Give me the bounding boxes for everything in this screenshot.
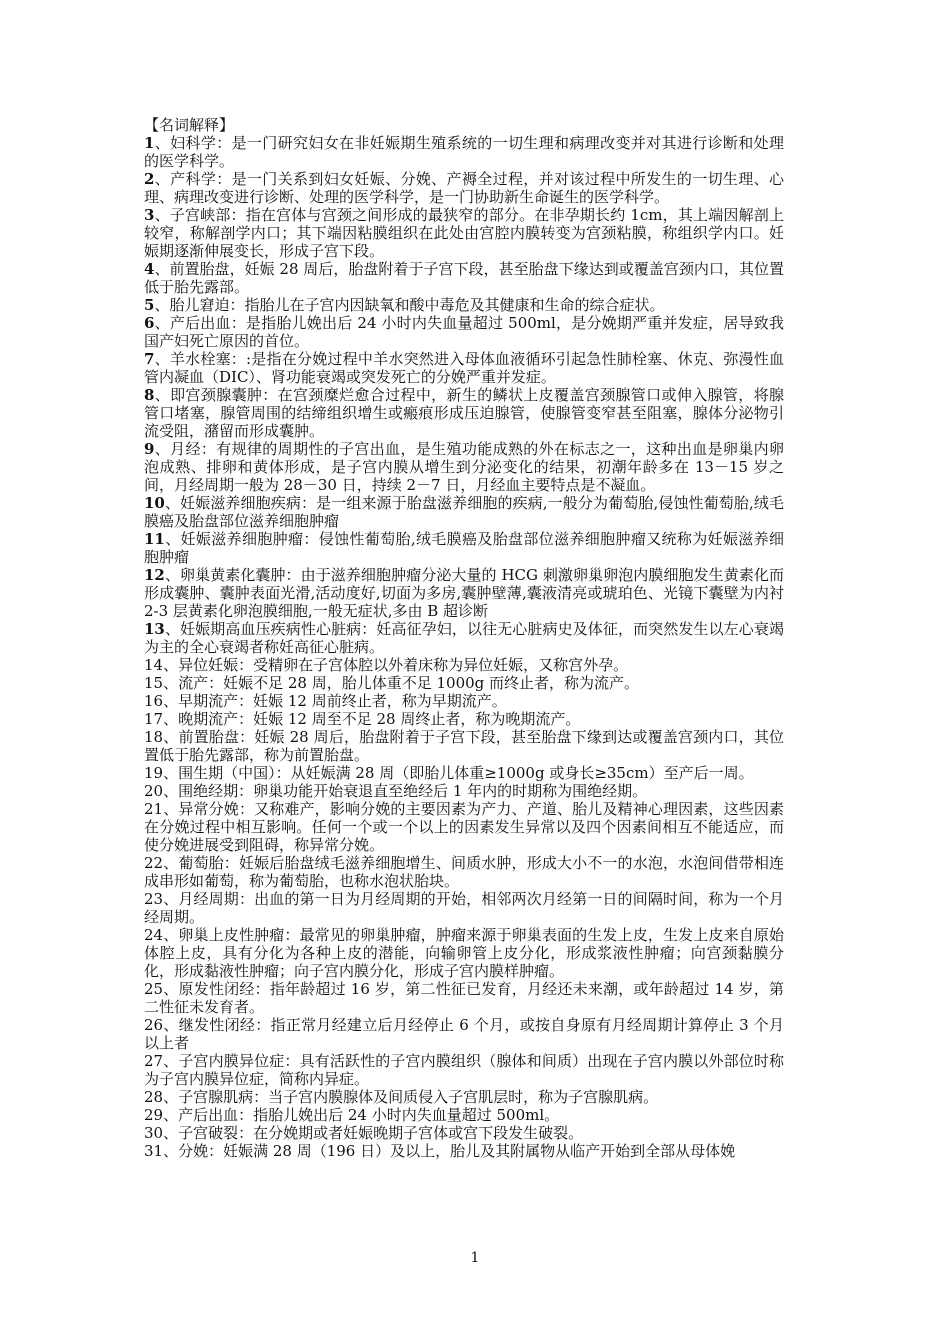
definition-text: 、妇科学：是一门研究妇女在非妊娠期生殖系统的一切生理和病理改变并对其进行诊断和处理的医学科学。 bbox=[144, 134, 784, 170]
definition-item bbox=[144, 980, 784, 1016]
definition-number: 8 bbox=[144, 386, 155, 404]
definition-text: 15、流产：妊娠不足 28 周，胎儿体重不足 1000g 而终止者，称为流产。 bbox=[144, 674, 640, 692]
definition-text: 、妊娠滋养细胞肿瘤：侵蚀性葡萄胎,绒毛膜癌及胎盘部位滋养细胞肿瘤又统称为妊娠滋养细胞肿瘤 bbox=[144, 530, 784, 566]
definition-number: 5 bbox=[144, 296, 155, 314]
definition-item bbox=[144, 854, 784, 890]
definition-item bbox=[144, 566, 784, 620]
definition-number: 12 bbox=[144, 566, 165, 584]
definition-item bbox=[144, 890, 784, 926]
definition-item bbox=[144, 782, 784, 800]
definition-number: 1 bbox=[144, 134, 155, 152]
definition-item bbox=[144, 692, 784, 710]
definition-text: 23、月经周期：出血的第一日为月经周期的开始，相邻两次月经第一日的间隔时间，称为一个月经周期。 bbox=[144, 890, 784, 926]
definition-text: 、羊水栓塞：:是指在分娩过程中羊水突然进入母体血液循环引起急性肺栓塞、休克、弥漫性血管内凝血（DIC）、肾功能衰竭或突发死亡的分娩严重并发症。 bbox=[144, 350, 784, 386]
definition-number: 2 bbox=[144, 170, 155, 188]
definition-item bbox=[144, 620, 784, 656]
definition-text: 16、早期流产：妊娠 12 周前终止者，称为早期流产。 bbox=[144, 692, 507, 710]
definition-text: 、前置胎盘，妊娠 28 周后，胎盘附着于子宫下段，甚至胎盘下缘达到或覆盖宫颈内口，其位置低于胎先露部。 bbox=[144, 260, 784, 296]
definition-text: 27、子宫内膜异位症：具有活跃性的子宫内膜组织（腺体和间质）出现在子宫内膜以外部位时称为子宫内膜异位症，简称内异症。 bbox=[144, 1052, 784, 1088]
definition-item bbox=[144, 530, 784, 566]
definition-text: 29、产后出血：指胎儿娩出后 24 小时内失血量超过 500ml。 bbox=[144, 1106, 560, 1124]
definition-item bbox=[144, 296, 784, 314]
definition-item bbox=[144, 206, 784, 260]
definition-text: 24、卵巢上皮性肿瘤：最常见的卵巢肿瘤，肿瘤来源于卵巢表面的生发上皮，生发上皮来自原始体腔上皮，具有分化为各种上皮的潜能，向输卵管上皮分化，形成浆液性肿瘤；向宫颈黏膜分化，形成黏液性肿瘤；向子宫内膜分化，形成子宫内膜样肿瘤。 bbox=[144, 926, 784, 980]
definition-item bbox=[144, 440, 784, 494]
section-heading: 【名词解释】 bbox=[144, 116, 235, 134]
definition-item bbox=[144, 314, 784, 350]
definition-text: 19、围生期（中国）：从妊娠满 28 周（即胎儿体重≥1000g 或身长≥35cm）至产后一周。 bbox=[144, 764, 754, 782]
definition-item bbox=[144, 170, 784, 206]
definition-number: 10 bbox=[144, 494, 165, 512]
definition-list bbox=[144, 134, 784, 1160]
definition-number: 7 bbox=[144, 350, 155, 368]
definition-text: 、产后出血：是指胎儿娩出后 24 小时内失血量超过 500ml，是分娩期严重并发症，居导致我国产妇死亡原因的首位。 bbox=[144, 314, 784, 350]
definition-item bbox=[144, 1142, 784, 1160]
definition-text: 20、围绝经期：卵巢功能开始衰退直至绝经后 1 年内的时期称为围绝经期。 bbox=[144, 782, 648, 800]
definition-text: 22、葡萄胎：妊娠后胎盘绒毛滋养细胞增生、间质水肿，形成大小不一的水泡，水泡间借带相连成串形如葡萄，称为葡萄胎，也称水泡状胎块。 bbox=[144, 854, 784, 890]
definition-item bbox=[144, 926, 784, 980]
definition-item bbox=[144, 260, 784, 296]
definition-number: 6 bbox=[144, 314, 155, 332]
definition-item bbox=[144, 386, 784, 440]
definition-item bbox=[144, 800, 784, 854]
definition-text: 21、异常分娩：又称难产，影响分娩的主要因素为产力、产道、胎儿及精神心理因素，这些因素在分娩过程中相互影响。任何一个或一个以上的因素发生异常以及四个因素间相互不能适应，而使分娩进展受到阻碍，称异常分娩。 bbox=[144, 800, 784, 854]
definition-item bbox=[144, 1052, 784, 1088]
definition-text: 、产科学：是一门关系到妇女妊娠、分娩、产褥全过程，并对该过程中所发生的一切生理、心理、病理改变进行诊断、处理的医学科学，是一门协助新生命诞生的医学科学。 bbox=[144, 170, 784, 206]
definition-text: 17、晚期流产：妊娠 12 周至不足 28 周终止者，称为晚期流产。 bbox=[144, 710, 581, 728]
definition-item bbox=[144, 674, 784, 692]
definition-text: 30、子宫破裂：在分娩期或者妊娠晚期子宫体或宫下段发生破裂。 bbox=[144, 1124, 584, 1142]
definition-text: 、即宫颈腺囊肿：在宫颈糜烂愈合过程中，新生的鳞状上皮覆盖宫颈腺管口或伸入腺管，将腺管口堵塞，腺管周围的结缔组织增生或瘢痕形成压迫腺管，使腺管变窄甚至阻塞，腺体分泌物引流受阻，潴留而形成囊肿。 bbox=[144, 386, 784, 440]
definition-item bbox=[144, 728, 784, 764]
definition-text: 28、子宫腺肌病：当子宫内膜腺体及间质侵入子宫肌层时，称为子宫腺肌病。 bbox=[144, 1088, 659, 1106]
definition-item bbox=[144, 1016, 784, 1052]
document-body bbox=[144, 116, 784, 1160]
definition-item bbox=[144, 1106, 784, 1124]
page-number: 1 bbox=[470, 1250, 480, 1266]
definition-text: 、子宫峡部：指在宫体与宫颈之间形成的最狭窄的部分。在非孕期长约 1cm，其上端因解剖上较窄，称解剖学内口；其下端因粘膜组织在此处由宫腔内膜转变为宫颈粘膜，称组织学内口。妊娠期逐渐伸展变长，形成子宫下段。 bbox=[144, 206, 784, 260]
definition-text: 18、前置胎盘：妊娠 28 周后，胎盘附着于子宫下段，甚至胎盘下缘到达或覆盖宫颈内口，其位置低于胎先露部，称为前置胎盘。 bbox=[144, 728, 784, 764]
definition-item bbox=[144, 710, 784, 728]
definition-number: 11 bbox=[144, 530, 165, 548]
definition-item bbox=[144, 764, 784, 782]
definition-item bbox=[144, 656, 784, 674]
definition-text: 、妊娠期高血压疾病性心脏病：妊高征孕妇，以往无心脏病史及体征，而突然发生以左心衰竭为主的全心衰竭者称妊高征心脏病。 bbox=[144, 620, 784, 656]
definition-text: 、妊娠滋养细胞疾病：是一组来源于胎盘滋养细胞的疾病,一般分为葡萄胎,侵蚀性葡萄胎,绒毛膜癌及胎盘部位滋养细胞肿瘤 bbox=[144, 494, 784, 530]
definition-item bbox=[144, 350, 784, 386]
definition-number: 4 bbox=[144, 260, 155, 278]
definition-item bbox=[144, 134, 784, 170]
definition-text: 26、继发性闭经：指正常月经建立后月经停止 6 个月，或按自身原有月经周期计算停止 3 个月以上者 bbox=[144, 1016, 784, 1052]
definition-item bbox=[144, 1124, 784, 1142]
definition-text: 、月经：有规律的周期性的子宫出血，是生殖功能成熟的外在标志之一，这种出血是卵巢内卵泡成熟、排卵和黄体形成，是子宫内膜从增生到分泌变化的结果，初潮年龄多在 13－15 岁之间，月经周期一般为 28－30 日，持续 2－7 日，月经血主要特点是不凝血。 bbox=[144, 440, 784, 494]
definition-item bbox=[144, 494, 784, 530]
definition-text: 、卵巢黄素化囊肿：由于滋养细胞肿瘤分泌大量的 HCG 刺激卵巢卵泡内膜细胞发生黄素化而形成囊肿、囊肿表面光滑,活动度好,切面为多房,囊肿壁薄,囊液清亮或琥珀色、光镜下囊壁为内衬 2-3 层黄素化卵泡膜细胞,一般无症状,多由 B 超诊断 bbox=[144, 566, 784, 620]
definition-text: 25、原发性闭经：指年龄超过 16 岁，第二性征已发育，月经还未来潮，或年龄超过 14 岁，第二性征未发育者。 bbox=[144, 980, 784, 1016]
definition-item bbox=[144, 1088, 784, 1106]
definition-text: 、胎儿窘迫：指胎儿在子宫内因缺氧和酸中毒危及其健康和生命的综合症状。 bbox=[154, 296, 665, 314]
definition-number: 13 bbox=[144, 620, 165, 638]
definition-number: 9 bbox=[144, 440, 155, 458]
definition-text: 31、分娩：妊娠满 28 周（196 日）及以上，胎儿及其附属物从临产开始到全部从母体娩 bbox=[144, 1142, 736, 1160]
definition-text: 14、异位妊娠：受精卵在子宫体腔以外着床称为异位妊娠，又称宫外孕。 bbox=[144, 656, 629, 674]
definition-number: 3 bbox=[144, 206, 155, 224]
